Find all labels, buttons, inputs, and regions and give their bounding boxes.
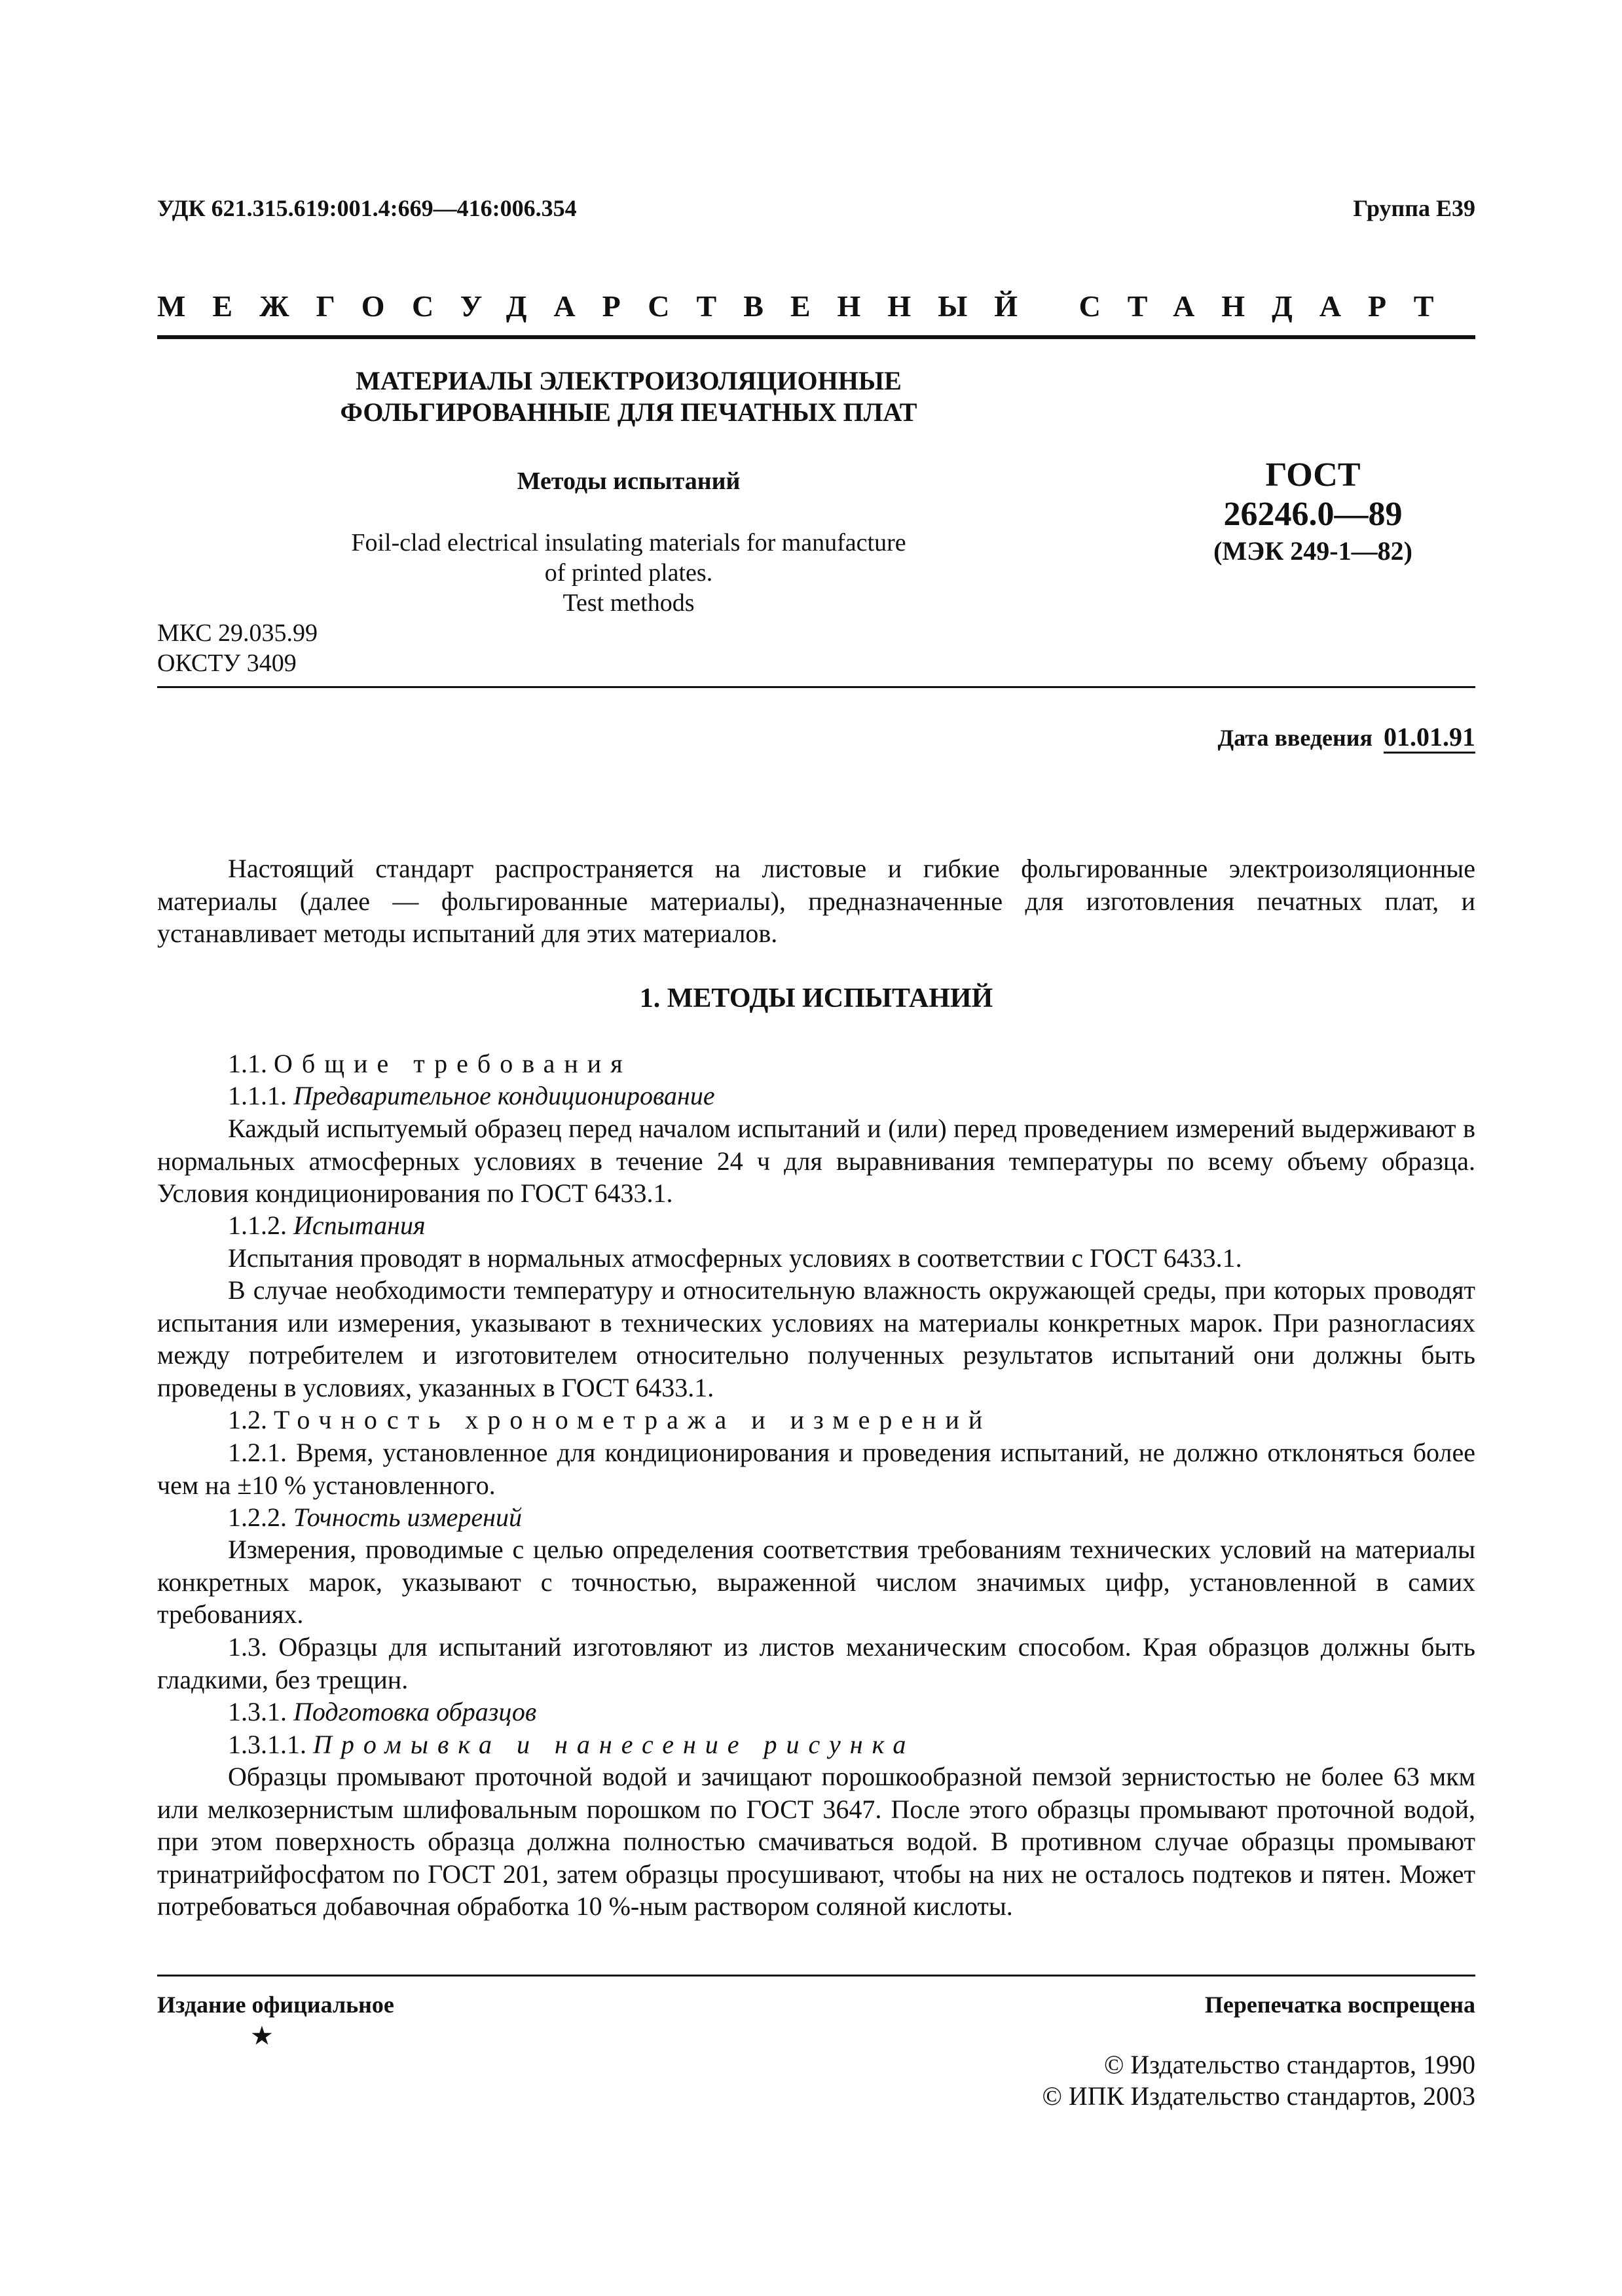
heading-1-2-2-number: 1.2.2. (228, 1503, 287, 1532)
heading-1-3-1-title: Подготовка образцов (293, 1697, 537, 1726)
star-icon: ★ (250, 2021, 274, 2050)
title-line-1: МАТЕРИАЛЫ ЭЛЕКТРОИЗОЛЯЦИОННЫЕ (356, 366, 902, 395)
section-title: 1. МЕТОДЫ ИСПЫТАНИЙ (639, 983, 993, 1013)
paragraph-1-3-1-1: Образцы промывают проточной водой и зачищают порошкообразной пемзой зернистостью не более 63 мкм или мелкозернистым шлифовальным порошком по ГОСТ 3647. После этого образцы промывают проточной водой, при этом поверхность образца должна полностью смачиваться водой. В противном случае образцы промывают тринатрийфосфатом по ГОСТ 201, затем образцы просушивают, чтобы на них не осталось подтеков и пятен. Может потребоваться добавочная обработка 10 %-ным раствором соляной кислоты. (157, 1762, 1475, 1921)
paragraph-1-2-1: 1.2.1. Время, установленное для кондиционирования и проведения испытаний, не должно отклоняться более чем на ±10 % установленного. (157, 1438, 1475, 1500)
heading-1-3-1-1-number: 1.3.1.1. (228, 1730, 306, 1759)
copyright-2003: © ИПК Издательство стандартов, 2003 (1042, 2081, 1475, 2111)
reprint-prohibited: Перепечатка воспрещена (1204, 1992, 1475, 2018)
intro-paragraph: Настоящий стандарт распространяется на листовые и гибкие фольгированные электроизоляционные материалы (далее — фольгированные материалы), предназначенные для изготовления печатных плат, и устанавливает методы испытаний для этих материалов. (157, 854, 1475, 948)
heading-1-3-1 (228, 1696, 536, 1728)
heading-1-1-1-title: Предварительное кондиционирование (293, 1081, 715, 1110)
heading-1-2-2 (228, 1501, 522, 1534)
classification-rule (157, 686, 1475, 688)
okstu-code: ОКСТУ 3409 (157, 649, 297, 677)
heading-1-1-2 (228, 1209, 426, 1242)
heading-1-1-2-title: Испытания (293, 1211, 426, 1240)
heading-1-1-2-number: 1.1.2. (228, 1211, 287, 1240)
mks-code: МКС 29.035.99 (157, 619, 318, 647)
group-code: Группа Е39 (1353, 195, 1475, 221)
heading-1-2-2-title: Точность измерений (293, 1503, 523, 1532)
gost-label: ГОСТ (1265, 456, 1361, 494)
heading-1-1 (228, 1048, 632, 1080)
english-title-line-1: Foil-clad electrical insulating materials for manufacture (351, 529, 906, 556)
gost-number: 26246.0—89 (1223, 496, 1403, 533)
paragraph-1-1-1: Каждый испытуемый образец перед началом испытаний и (или) перед проведением измерений выдерживают в нормальных атмосферных условиях в течение 24 ч для выравнивания температуры по всему объему образца. Условия кондиционирования по ГОСТ 6433.1. (157, 1114, 1475, 1208)
introduction-date (1218, 723, 1476, 752)
footer-rule (157, 1975, 1475, 1977)
standard-banner (157, 288, 1475, 325)
udc-code: УДК 621.315.619:001.4:669—416:006.354 (157, 195, 577, 221)
paragraph-1-2-2: Измерения, проводимые с целью определения соответствия требованиям технических условий на материалы конкретных марок, указывают с точностью, выраженной числом значимых цифр, установленной в самих требованиях. (157, 1535, 1475, 1629)
introduction-date-label: Дата введения (1217, 725, 1373, 751)
official-edition: Издание официальное (157, 1992, 394, 2018)
subtitle: Методы испытаний (517, 467, 741, 495)
paragraph-1-1-2-a: Испытания проводят в нормальных атмосферных условиях в соответствии с ГОСТ 6433.1. (228, 1243, 1242, 1273)
heading-1-2-title: Точность хронометража и измерений (274, 1405, 992, 1434)
banner-rule (157, 335, 1475, 339)
heading-1-3-1-1 (228, 1728, 915, 1761)
introduction-date-value: 01.01.91 (1384, 722, 1475, 754)
heading-1-1-1 (228, 1080, 715, 1112)
banner-text: МЕЖГОСУДАРСТВЕННЫЙ СТАНДАРТ (157, 289, 1461, 323)
english-title-line-2: of printed plates. (544, 559, 713, 587)
heading-1-3-1-number: 1.3.1. (228, 1697, 287, 1726)
heading-1-2 (228, 1404, 991, 1436)
heading-1-2-number: 1.2. (228, 1405, 267, 1434)
paragraph-1-3: 1.3. Образцы для испытаний изготовляют из листов механическим способом. Края образцов должны быть гладкими, без трещин. (157, 1632, 1475, 1694)
title-line-2: ФОЛЬГИРОВАННЫЕ ДЛЯ ПЕЧАТНЫХ ПЛАТ (340, 397, 917, 427)
iec-reference: (МЭК 249-1—82) (1213, 536, 1412, 566)
heading-1-1-number: 1.1. (228, 1049, 267, 1078)
heading-1-3-1-1-title: Промывка и нанесение рисунка (313, 1730, 915, 1759)
english-title-line-3: Test methods (562, 589, 695, 617)
paragraph-1-1-2-b: В случае необходимости температуру и относительную влажность окружающей среды, при которых проводят испытания или измерения, указывают в технических условиях на материалы конкретных марок. При разногласиях между потребителем и изготовителем относительно полученных результатов испытаний они должны быть проведены в условиях, указанных в ГОСТ 6433.1. (157, 1275, 1475, 1402)
heading-1-1-1-number: 1.1.1. (228, 1081, 287, 1110)
copyright-1990: © Издательство стандартов, 1990 (1103, 2050, 1475, 2079)
heading-1-1-title: Общие требования (274, 1049, 632, 1078)
